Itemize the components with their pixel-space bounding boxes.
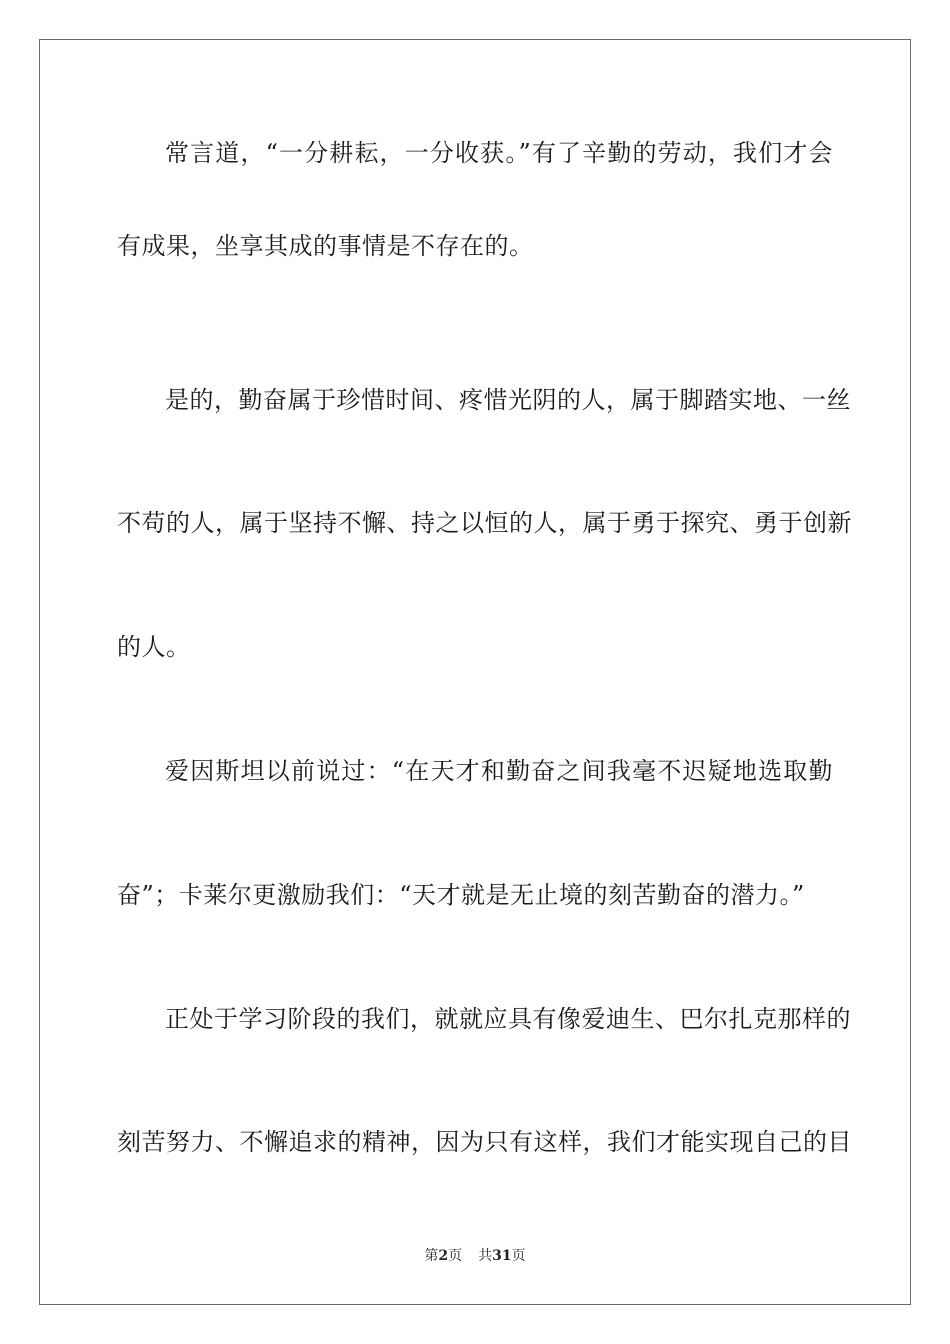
total-prefix: 共 (478, 1248, 493, 1264)
paragraph-4-line-1: 正处于学习阶段的我们，就就应具有像爱迪生、巴尔扎克那样的 (165, 1005, 851, 1033)
paragraph-1-line-1: 常言道，“一分耕耘，一分收获。”有了辛勤的劳动，我们才会 (165, 139, 833, 167)
paragraph-4-line-2: 刻苦努力、不懈追求的精神，因为只有这样，我们才能实现自己的目 (117, 1128, 852, 1156)
current-page-number: 2 (438, 1248, 449, 1264)
paragraph-2-line-1: 是的，勤奋属于珍惜时间、疼惜光阴的人，属于脚踏实地、一丝 (165, 386, 851, 414)
paragraph-2-line-3: 的人。 (117, 633, 191, 661)
page-footer (0, 1247, 950, 1265)
total-page-count: 31 (492, 1248, 512, 1264)
page-prefix: 第 (424, 1248, 439, 1264)
page-frame (39, 39, 911, 1305)
paragraph-3-line-2: 奋”；卡莱尔更激励我们：“天才就是无止境的刻苦勤奋的潜力。” (117, 881, 805, 909)
paragraph-1-line-2: 有成果，坐享其成的事情是不存在的。 (117, 232, 534, 260)
total-suffix: 页 (511, 1248, 526, 1264)
page-suffix: 页 (448, 1248, 463, 1264)
paragraph-2-line-2: 不苟的人，属于坚持不懈、持之以恒的人，属于勇于探究、勇于创新 (117, 509, 852, 537)
paragraph-3-line-1: 爱因斯坦以前说过：“在天才和勤奋之间我毫不迟疑地选取勤 (165, 757, 833, 785)
